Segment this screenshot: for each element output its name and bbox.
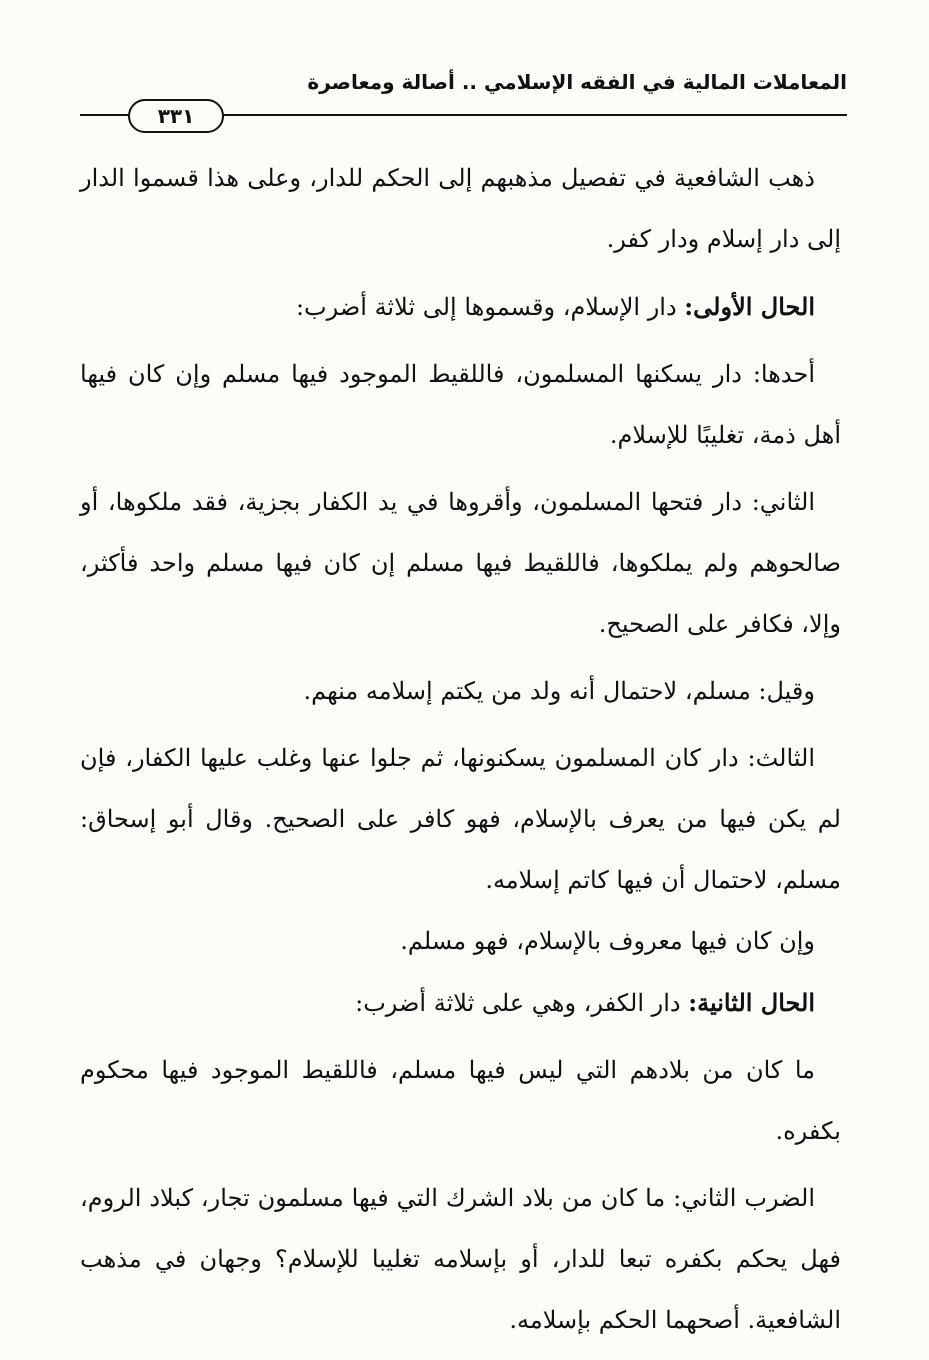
paragraph [80,148,841,270]
paragraph-text: أحدها: دار يسكنها المسلمون، فاللقيط الموجود فيها مسلم وإن كان فيها أهل ذمة، تغليبًا للإسلام. [80,360,841,449]
running-header-title: المعاملات المالية في الفقه الإسلامي .. أصالة ومعاصرة [307,70,847,94]
paragraph-text: وإن كان فيها معروف بالإسلام، فهو مسلم. [400,927,815,955]
paragraph [80,972,841,1034]
section-heading: الحال الثانية: [688,988,815,1017]
paragraph-text: الضرب الثاني: ما كان من بلاد الشرك التي فيها مسلمون تجار، كبلاد الروم، فهل يحكم بكفره تبعا للدار، أو بإسلامه تغليبا للإسلام؟ وجهان في مذهب الشافعية. أصحهما الحكم بإسلامه. [80,1184,841,1334]
paragraph-text: دار الإسلام، وقسموها إلى ثلاثة أضرب: [295,293,685,321]
paragraph-text: الثاني: دار فتحها المسلمون، وأقروها في يد الكفار بجزية، فقد ملكوها، أو صالحوهم ولم يملكوها، فاللقيط فيها مسلم إن كان فيها مسلم واحد فأكثر، وإلا، فكافر على الصحيح. [80,488,841,638]
body-text [80,148,841,1351]
paragraph [80,1168,841,1351]
paragraph [80,344,841,466]
paragraph [80,728,841,911]
paragraph [80,276,841,338]
section-heading: الحال الأولى: [684,292,815,321]
paragraph [80,1040,841,1162]
paragraph-text: الثالث: دار كان المسلمون يسكنونها، ثم جلوا عنها وغلب عليها الكفار، فإن لم يكن فيها من يعرف بالإسلام، فهو كافر على الصحيح. وقال أبو إسحاق: مسلم، لاحتمال أن فيها كاتم إسلامه. [80,744,841,894]
paragraph-text: ما كان من بلادهم التي ليس فيها مسلم، فاللقيط الموجود فيها محكوم بكفره. [80,1056,841,1145]
page-number: ٣٣١ [128,99,224,133]
paragraph-text: ذهب الشافعية في تفصيل مذهبهم إلى الحكم للدار، وعلى هذا قسموا الدار إلى دار إسلام ودار كفر. [80,164,841,253]
paragraph [80,911,841,972]
paragraph [80,661,841,722]
paragraph-text: دار الكفر، وهي على ثلاثة أضرب: [355,989,689,1017]
paragraph [80,472,841,655]
paragraph-text: وقيل: مسلم، لاحتمال أنه ولد من يكتم إسلامه منهم. [303,677,815,705]
